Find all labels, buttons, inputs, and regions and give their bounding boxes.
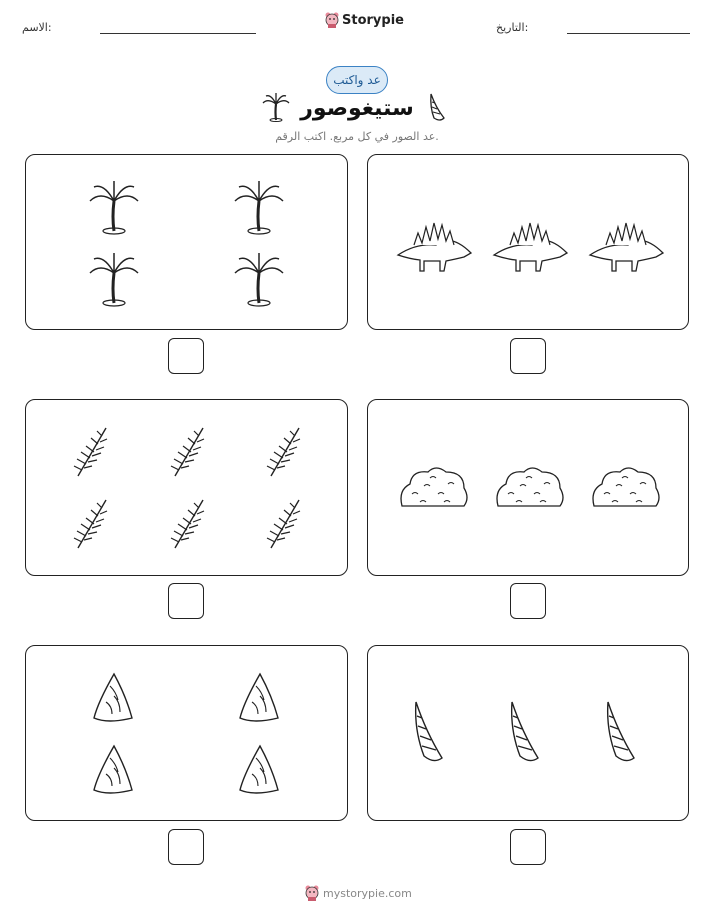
palm-tree-icon — [90, 253, 138, 306]
bear-mascot-icon — [305, 885, 319, 901]
fern-leaf-icon — [171, 500, 204, 548]
footer — [305, 885, 412, 901]
stegosaurus-group — [368, 155, 690, 331]
count-card-horn — [367, 645, 689, 821]
horn-icon — [426, 92, 446, 122]
horn-icon — [416, 702, 442, 761]
name-label: الاسم: — [22, 21, 52, 34]
instructions: عد الصور في كل مربع. اكتب الرقم. — [275, 130, 439, 143]
fern-leaf-icon — [74, 428, 107, 476]
horn-icon — [608, 702, 634, 761]
answer-box[interactable] — [168, 829, 204, 865]
stegosaurus-icon — [398, 223, 471, 271]
fern-leaf-icon — [267, 500, 300, 548]
tail-spike-icon — [240, 746, 278, 793]
fern-leaf-icon — [267, 428, 300, 476]
bush-group — [368, 400, 690, 577]
answer-box[interactable] — [510, 338, 546, 374]
bush-icon — [497, 468, 563, 506]
count-card-fern — [25, 399, 348, 576]
palm-tree-icon — [235, 253, 283, 306]
count-card-tail-spike — [25, 645, 348, 821]
answer-box[interactable] — [510, 583, 546, 619]
tail-spike-group — [26, 646, 349, 822]
answer-box[interactable] — [168, 338, 204, 374]
palm-tree-icon — [235, 181, 283, 234]
answer-box[interactable] — [510, 829, 546, 865]
horn-group — [368, 646, 690, 822]
stegosaurus-icon — [590, 223, 663, 271]
date-line[interactable] — [567, 33, 690, 34]
page-title: ستيغوصور — [300, 96, 414, 121]
count-card-bush — [367, 399, 689, 576]
brand-logo — [325, 12, 404, 28]
palm-tree-icon — [90, 181, 138, 234]
stegosaurus-icon — [494, 223, 567, 271]
tail-spike-icon — [240, 674, 278, 721]
palm-tree-group — [26, 155, 349, 331]
name-line[interactable] — [100, 33, 256, 34]
bush-icon — [401, 468, 467, 506]
fern-leaf-icon — [74, 500, 107, 548]
fern-leaf-group — [26, 400, 349, 577]
bush-icon — [593, 468, 659, 506]
footer-url[interactable]: mystorypie.com — [323, 886, 412, 900]
answer-box[interactable] — [168, 583, 204, 619]
activity-badge: عد واكتب — [326, 66, 388, 94]
horn-icon — [512, 702, 538, 761]
fern-leaf-icon — [171, 428, 204, 476]
count-card-palm-tree — [25, 154, 348, 330]
tail-spike-icon — [94, 746, 132, 793]
brand-name: Storypie — [342, 12, 404, 28]
date-label: التاريخ: — [496, 21, 529, 34]
bear-mascot-icon — [325, 12, 339, 28]
tail-spike-icon — [94, 674, 132, 721]
count-card-stegosaurus — [367, 154, 689, 330]
